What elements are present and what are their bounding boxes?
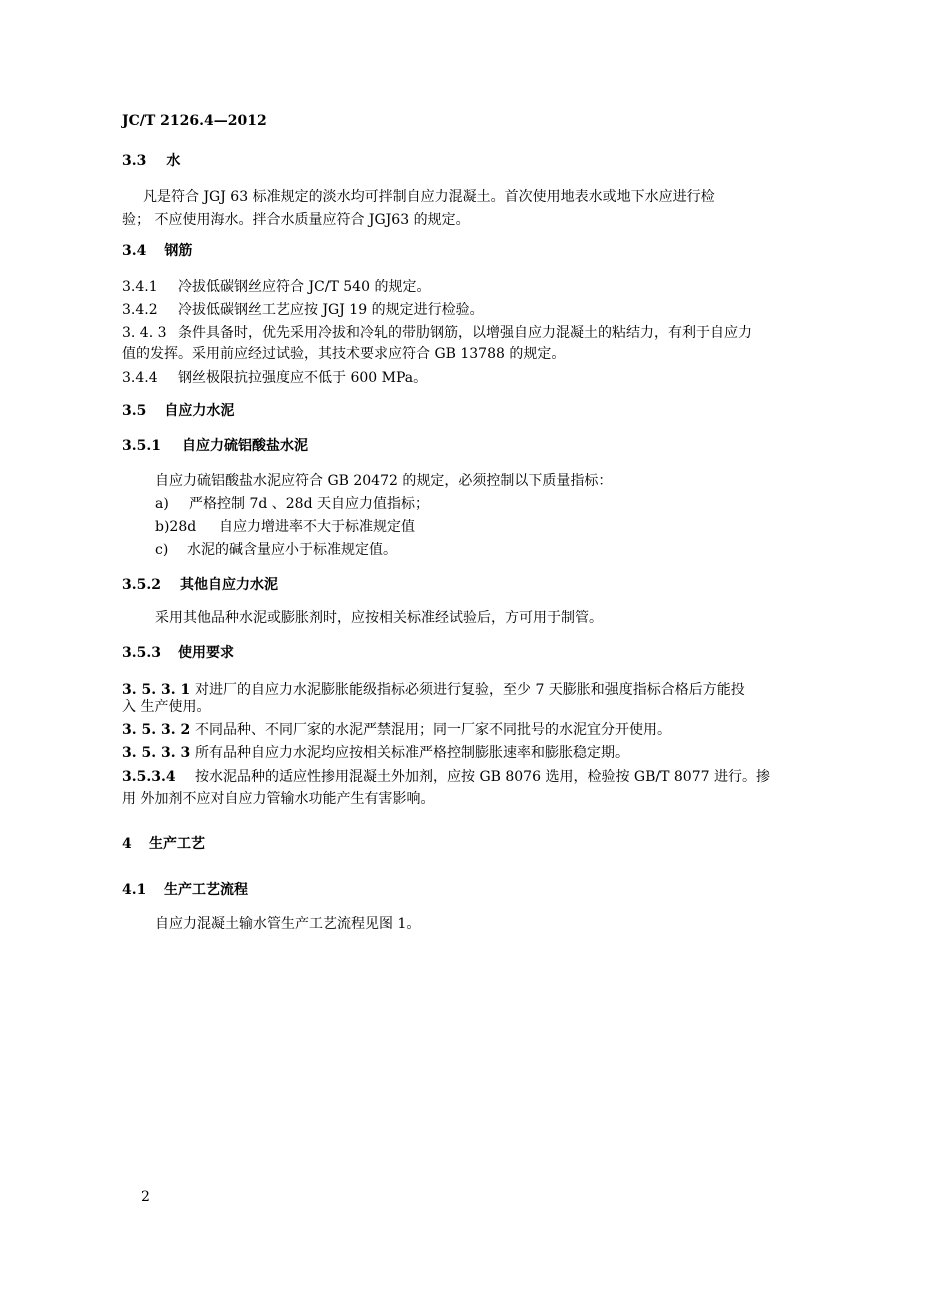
clause-text: 冷拔低碳钢丝应符合 JC/T 540 的规定。 xyxy=(178,279,431,295)
clause-text: 条件具备时，优先采用冷拔和冷轧的带肋钢筋，以增强自应力混凝土的粘结力，有利于自应力 xyxy=(178,325,752,341)
section-number: 3.5.1 xyxy=(122,438,161,454)
clause-text: 按水泥品种的适应性掺用混凝土外加剂，应按 GB 8076 选用，检验按 GB/T 8077 进行。掺 xyxy=(195,769,770,785)
clause-number: 3.4.1 xyxy=(122,279,158,295)
section-title: 钢筋 xyxy=(164,243,193,259)
clause-number: 3. 5. 3. 1 xyxy=(122,682,191,698)
clause-number: 3. 4. 3 xyxy=(122,325,167,341)
clause-text: 对进厂的自应力水泥膨胀能级指标必须进行复验，至少 7 天膨胀和强度指标合格后方能投 xyxy=(195,682,745,698)
clause-text: 冷拔低碳钢丝工艺应按 JGJ 19 的规定进行检验。 xyxy=(178,302,484,318)
section-3-5-2-heading xyxy=(122,575,278,595)
paragraph-line: 值的发挥。采用前应经过试验，其技术要求应符合 GB 13788 的规定。 xyxy=(122,346,566,362)
paragraph-line: 用 外加剂不应对自应力管输水功能产生有害影响。 xyxy=(122,791,435,807)
clause-text: 所有品种自应力水泥均应按相关标准严格控制膨胀速率和膨胀稳定期。 xyxy=(195,745,629,761)
clause-text: 不同品种、不同厂家的水泥严禁混用；同一厂家不同批号的水泥宜分开使用。 xyxy=(195,722,671,738)
section-title: 其他自应力水泥 xyxy=(180,577,278,593)
section-number: 4.1 xyxy=(122,882,147,898)
clause-3-5-3-4 xyxy=(122,767,770,787)
paragraph-line: 凡是符合 JGJ 63 标准规定的淡水均可拌制自应力混凝土。首次使用地表水或地下水应进行检 xyxy=(143,189,715,205)
clause-3-5-3-2 xyxy=(122,720,671,740)
section-number: 3.5.3 xyxy=(122,645,161,661)
clause-3-4-3 xyxy=(122,323,752,343)
section-4-1-heading xyxy=(122,880,248,900)
section-3-5-3-heading xyxy=(122,643,234,663)
section-title: 自应力硫铝酸盐水泥 xyxy=(182,438,308,454)
clause-3-4-2 xyxy=(122,300,484,320)
clause-3-5-3-3 xyxy=(122,743,629,763)
section-3-3-heading xyxy=(122,151,180,171)
list-label: a) xyxy=(155,496,169,512)
list-label: c) xyxy=(155,542,169,558)
section-number: 4 xyxy=(122,836,132,852)
section-title: 自应力水泥 xyxy=(164,403,235,419)
paragraph-line: 采用其他品种水泥或膨胀剂时，应按相关标准经试验后，方可用于制管。 xyxy=(155,610,603,626)
clause-3-4-4 xyxy=(122,368,427,388)
section-number: 3.5 xyxy=(122,403,147,419)
section-3-5-1-heading xyxy=(122,436,308,456)
page-number: 2 xyxy=(141,1189,150,1205)
clause-3-5-3-1 xyxy=(122,680,745,700)
paragraph-line: 自应力硫铝酸盐水泥应符合 GB 20472 的规定，必须控制以下质量指标： xyxy=(155,473,613,489)
clause-3-4-1 xyxy=(122,277,430,297)
list-item-b xyxy=(155,517,415,537)
paragraph-line: 验； 不应使用海水。拌合水质量应符合 JGJ63 的规定。 xyxy=(122,212,470,228)
clause-number: 3. 5. 3. 2 xyxy=(122,722,191,738)
list-text: 严格控制 7d 、28d 天自应力值指标； xyxy=(189,496,429,512)
paragraph-line: 自应力混凝土输水管生产工艺流程见图 1。 xyxy=(155,916,421,932)
section-title: 使用要求 xyxy=(178,645,234,661)
list-text: 水泥的碱含量应小于标准规定值。 xyxy=(187,542,397,558)
list-item-a xyxy=(155,494,429,514)
paragraph-line: 入 生产使用。 xyxy=(122,699,211,715)
list-item-c xyxy=(155,540,397,560)
section-title: 生产工艺 xyxy=(149,836,205,852)
section-number: 3.4 xyxy=(122,243,147,259)
list-text: 自应力增进率不大于标准规定值 xyxy=(219,519,415,535)
section-number: 3.3 xyxy=(122,153,147,169)
clause-number: 3.4.2 xyxy=(122,302,158,318)
section-4-heading xyxy=(122,834,205,854)
clause-text: 钢丝极限抗拉强度应不低于 600 MPa。 xyxy=(178,370,428,386)
section-title: 生产工艺流程 xyxy=(164,882,248,898)
section-3-4-heading xyxy=(122,241,192,261)
list-label: b)28d xyxy=(155,519,197,535)
section-title: 水 xyxy=(166,153,181,169)
section-3-5-heading xyxy=(122,401,234,421)
section-number: 3.5.2 xyxy=(122,577,161,593)
clause-number: 3.5.3.4 xyxy=(122,769,176,785)
clause-number: 3. 5. 3. 3 xyxy=(122,745,191,761)
document-code: JC/T 2126.4—2012 xyxy=(122,113,267,129)
clause-number: 3.4.4 xyxy=(122,370,158,386)
